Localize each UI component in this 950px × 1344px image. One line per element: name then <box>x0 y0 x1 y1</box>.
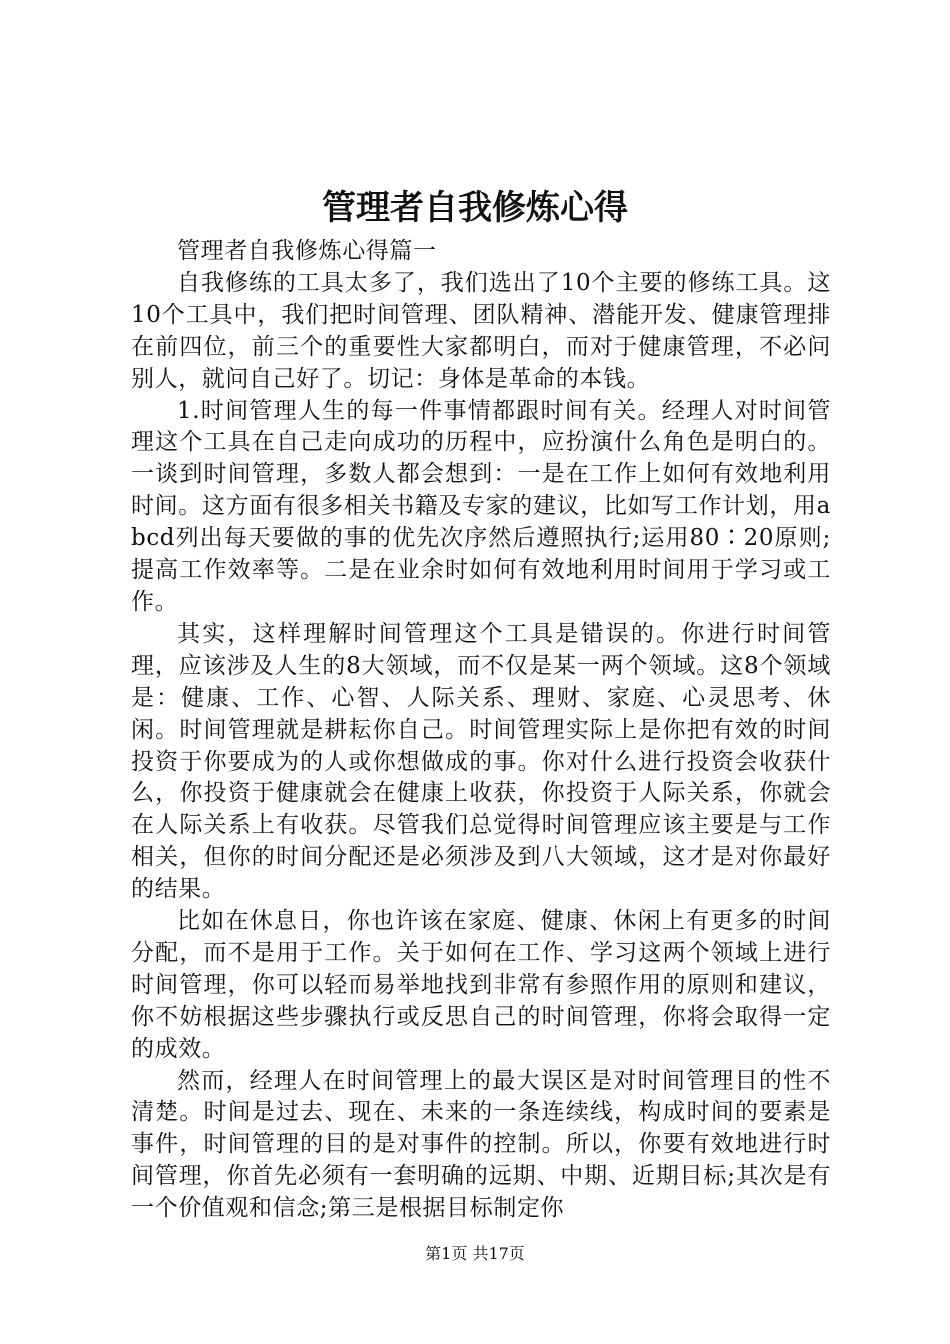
document-body <box>131 236 831 1225</box>
paragraph: 然而，经理人在时间管理上的最大误区是对时间管理目的性不清楚。时间是过去、现在、未来的一条连续线，构成时间的要素是事件，时间管理的目的是对事件的控制。所以，你要有效地进行时间管理，你首先必须有一套明确的远期、中期、近期目标;其次是有一个价值观和信念;第三是根据目标制定你 <box>131 1067 831 1222</box>
paragraph-subtitle: 管理者自我修炼心得篇一 <box>177 238 437 264</box>
paragraph: 比如在休息日，你也许该在家庭、健康、休闲上有更多的时间分配，而不是用于工作。关于如何在工作、学习这两个领域上进行时间管理，你可以轻而易举地找到非常有参照作用的原则和建议，你不妨根据这些步骤执行或反思自己的时间管理，你将会取得一定的成效。 <box>131 908 831 1062</box>
paragraph: 自我修练的工具太多了，我们选出了10个主要的修练工具。这10个工具中，我们把时间管理、团队精神、潜能开发、健康管理排在前四位，前三个的重要性大家都明白，而对于健康管理，不必问别人，就问自己好了。切记：身体是革命的本钱。 <box>131 269 831 392</box>
paragraph: 1.时间管理人生的每一件事情都跟时间有关。经理人对时间管理这个工具在自己走向成功的历程中，应扮演什么角色是明白的。一谈到时间管理，多数人都会想到：一是在工作上如何有效地利用时间。这方面有很多相关书籍及专家的建议，比如写工作计划，用abcd列出每天要做的事的优先次序然后遵照执行;运用80∶20原则;提高工作效率等。二是在业余时如何有效地利用时间用于学习或工作。 <box>131 397 831 615</box>
page-title: 管理者自我修炼心得 <box>322 188 628 228</box>
page-number-footer: 第1页 共17页 <box>425 1244 525 1263</box>
paragraph: 其实，这样理解时间管理这个工具是错误的。你进行时间管理，应该涉及人生的8大领域，而不仅是某一两个领域。这8个领域是：健康、工作、心智、人际关系、理财、家庭、心灵思考、休闲。时间管理就是耕耘你自己。时间管理实际上是你把有效的时间投资于你要成为的人或你想做成的事。你对什么进行投资会收获什么，你投资于健康就会在健康上收获，你投资于人际关系，你就会在人际关系上有收获。尽管我们总觉得时间管理应该主要是与工作相关，但你的时间分配还是必须涉及到八大领域，这才是对你最好的结果。 <box>131 620 831 903</box>
